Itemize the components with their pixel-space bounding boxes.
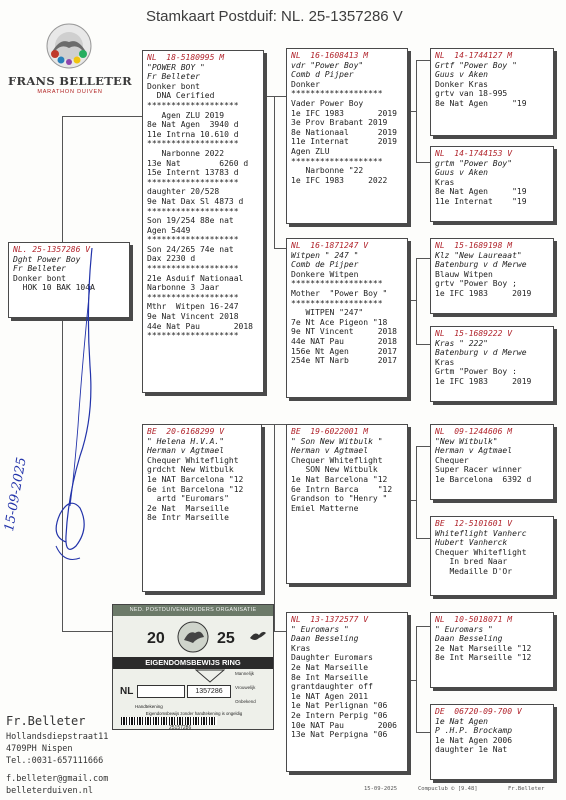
card-line: Fr Belleter [147,72,200,82]
card-line: Agen ZLU [291,146,330,156]
card-line: NL 14-1744127 M [435,51,513,60]
card-line: vdr "Power Boy" [291,60,364,70]
connector [416,258,417,344]
pigeon-card-mother [142,424,262,592]
card-line: 254e NT Narb 2017 [291,356,397,366]
ring-option-unknown: Onbekend [235,699,256,704]
card-line: Donker bont [13,273,66,283]
card-line: Narbonne 2022 [147,148,225,158]
connector [416,258,430,259]
card-line: 1e Nat Agen [435,716,488,726]
card-line: 15e Internt 13783 d [147,168,239,178]
pigeon-card-ggp-5 [430,424,554,500]
connector [408,111,416,112]
card-line: 1e NAT Agen 2011 [291,691,369,701]
card-line: 2e Nat Marseille "12 [435,643,532,653]
connector [274,631,286,632]
ring-year-right: 25 [217,630,235,647]
card-line: NL 09-1244606 M [435,427,513,436]
card-line: Batenburg v d Merwe [435,348,527,358]
card-line: SON New Witbulk [291,465,378,475]
card-line: NL 18-5180995 M [147,53,225,62]
pigeon-card-ggp-1 [430,48,554,136]
card-line: 3e Prov Brabant 2019 [291,118,388,128]
card-line: artd "Euromars" [147,494,229,504]
connector [416,344,430,345]
card-line: Chequer Whiteflight [435,547,527,557]
connector [274,424,275,631]
card-line: 9e Nat Vincent 2018 [147,312,239,322]
card-line: Agen 5449 [147,225,191,235]
card-line: " Son New Witbulk " [291,436,383,446]
card-line: 1e IFC 1983 2019 [435,288,532,298]
card-line: " Euromars " [435,624,493,634]
card-line: 1e Nat Barcelona "12 [291,474,388,484]
card-line: Klz "New Laureaat" [435,250,522,260]
connector [408,500,416,501]
pigeon-card-maternal-grandfather [286,424,408,584]
card-line: 7e Nt Ace Pigeon "18 [291,317,388,327]
pigeon-card-ggp-4 [430,326,554,402]
card-line: 8e Nat Agen 3940 d [147,120,239,130]
connector [416,446,417,538]
pigeon-card-father [142,50,264,393]
ring-year-left: 20 [147,630,165,647]
connector [62,116,142,117]
card-line: Kras " 222" [435,338,488,348]
card-line: grtm "Power Boy" [435,158,513,168]
page-title: Stamkaart Postduif: NL. 25-1357286 V [146,8,403,25]
card-line: WITPEN "247" [291,308,364,318]
barcode [121,717,217,725]
card-line: Son 24/265 74e nat [147,244,234,254]
connector [62,116,63,242]
card-line: Vader Power Boy [291,98,364,108]
pigeon-card-paternal-grandmother [286,238,408,398]
card-line: Batenburg v d Merwe [435,260,527,270]
card-line: 44e NAT Pau 2018 [291,336,397,346]
card-line: 1e IFC 1983 2022 [291,175,388,185]
card-line: Son 19/254 88e nat [147,216,234,226]
card-line: Narbonne 3 Jaar [147,283,220,293]
card-line: Super Racer winner [435,465,522,475]
card-line: 6e int Barcelona "12 [147,484,244,494]
card-line: ******************* [147,206,239,216]
card-line: 2e Intern Perpig "06 [291,710,388,720]
card-line: 8e Int Marseille [291,672,369,682]
ring-certificate [112,604,274,730]
card-line: ******************* [147,331,239,341]
card-line: Comb de Pijper [291,260,359,270]
card-line: 44e Nat Pau 2018 [147,321,253,331]
card-line: grtv "Power Boy ; [435,279,517,289]
card-line: grtv van 18-995 [435,89,508,99]
card-line: BE 12-5101601 V [435,519,513,528]
card-line: Agen ZLU 2019 [147,110,225,120]
card-line: 11e Intrna 10.610 d [147,129,239,139]
pigeon-card-ggp-6 [430,516,554,596]
ring-organisation: NED. POSTDUIVENHOUDERS ORGANISATIE [113,605,273,616]
card-line: grantdaughter off [291,682,373,692]
card-line: Donker Kras [435,79,488,89]
ring-band: EIGENDOMSBEWIJS RING [113,657,273,669]
connector [62,631,112,632]
card-line: "New Witbulk" [435,436,498,446]
card-line: grdcht New Witbulk [147,465,234,475]
card-line: NL. 25-1357286 V [13,245,91,254]
contact-street: Hollandsdiepstraat11 [6,732,109,742]
contact-phone: Tel.:0031-657111666 [6,756,104,766]
pigeon-card-maternal-grandmother [286,612,408,772]
card-line: Daughter Euromars [291,653,373,663]
connector [416,732,430,733]
connector [274,96,275,248]
card-line: Kras [435,177,455,187]
card-line: 11e Internat 2019 [291,137,397,147]
card-line: NL 13-1372577 V [291,615,369,624]
contact-city: 4709PH Nispen [6,744,73,754]
pigeon-card-ggp-2 [430,146,554,222]
ring-triangle-icon [195,669,225,683]
card-line: ******************* [291,156,383,166]
pigeon-card-ggp-8 [430,704,554,780]
card-line: In bred Naar [435,557,508,567]
card-line: BE 19-6022001 M [291,427,369,436]
card-line: ******************* [147,177,239,187]
card-line: NL 15-1689222 V [435,329,513,338]
card-line: Dght Power Boy [13,254,81,264]
card-line: ******************* [147,292,239,302]
card-line: ******************* [291,298,383,308]
card-line: 2e Nat Marseille [291,662,369,672]
card-line: " Euromars " [291,624,349,634]
card-line: ******************* [291,89,383,99]
card-line: ******************* [147,139,239,149]
dove-icon [249,629,267,643]
card-line: Fr Belleter [13,264,66,274]
connector [416,162,430,163]
card-line: 1e IFC 1983 2019 [291,108,397,118]
card-line: Chequer Whiteflight [291,455,383,465]
card-line: Mother "Power Boy " [291,288,388,298]
card-line: 8e Int Marseille "12 [435,653,532,663]
card-line: 1e Barcelona 6392 d [435,474,532,484]
ring-country: NL [120,686,134,697]
connector [416,446,430,447]
card-line: Grtm "Power Boy : [435,367,517,377]
barcode-number: 25157286 [169,725,192,730]
card-line: Chequer Whiteflight [147,455,239,465]
ring-country-box [137,685,185,698]
connector [416,626,430,627]
card-line: Donkere Witpen [291,269,359,279]
card-line: Herman v Agtmael [435,446,513,456]
ring-fine-print: Eigendomsbewijs zonder handtekening is ongeldig [145,711,243,716]
connector [264,96,274,97]
card-line: Daan Besseling [435,634,503,644]
card-line: 9e Nat Dax Sl 4873 d [147,196,244,206]
card-line: 8e Nationaal 2019 [291,127,397,137]
card-line: NL 14-1744153 V [435,149,513,158]
card-line: 2e Nat Marseille [147,503,229,513]
card-line: HOK 10 BAK 104A [13,283,95,293]
card-line: Kras [291,643,311,653]
card-line: Donker bont [147,81,200,91]
card-line: Donker [291,79,320,89]
pigeon-card-ggp-3 [430,238,554,314]
footer-author: Fr.Belleter [508,786,545,792]
signature-date: 15-09-2025 [2,456,30,533]
logo-name: FRANS BELLETER [8,74,132,88]
card-line: 13e Nat Perpigna "06 [291,730,388,740]
card-line: ******************* [147,264,239,274]
card-line: NL 16-1871247 V [291,241,369,250]
connector [416,60,417,162]
ring-option-female: Vrouwelijk [235,685,256,690]
card-line: Grtf "Power Boy " [435,60,517,70]
card-line: 11e Internat "19 [435,196,527,206]
contact-name: Fr.Belleter [6,714,86,728]
card-line: Comb d Pijper [291,70,354,80]
connector [408,680,416,681]
handwritten-signature [20,246,130,576]
pigeon-card-paternal-grandfather [286,48,408,224]
card-line: 9e NT Vincent 2018 [291,327,397,337]
contact-website: belleterduiven.nl [6,786,93,796]
card-line: Narbonne "22 [291,166,364,176]
card-line: Whiteflight Vanherc [435,528,527,538]
card-line: 8e Intr Marseille [147,513,229,523]
card-line: Herman v Agtmael [147,446,225,456]
ring-option-male: Mannelijk [235,671,255,676]
card-line: Grandson to "Henry " [291,494,388,504]
connector [274,248,286,249]
card-line: daughter 1e Nat [435,745,508,755]
connector [416,60,430,61]
card-line: 156e Nt Agen 2017 [291,346,397,356]
card-line: 21e Asduif Nationaal [147,273,244,283]
card-line: Guus v Aken [435,70,488,80]
card-line: daughter 20/528 [147,187,220,197]
card-line: DNA Cerified [147,91,215,101]
card-line: "POWER BOY " [147,62,205,72]
card-line: 8e Nat Agen "19 [435,98,527,108]
connector [416,538,430,539]
contact-email: f.belleter@gmail.com [6,774,109,784]
card-line: Hubert Vanherck [435,538,508,548]
footer-program: Compuclub © [9.48] [418,786,478,792]
card-line: NL 16-1608413 M [291,51,369,60]
pigeon-emblem-icon [175,619,211,655]
card-line: Mthr Witpen 16-247 [147,302,239,312]
pigeon-card-ggp-7 [430,612,554,688]
card-line: P .H.P. Brockamp [435,726,513,736]
card-line: 8e Nat Agen "19 [435,187,527,197]
card-line: Dax 2230 d [147,254,196,264]
card-line: NL 10-5018071 M [435,615,513,624]
card-line: DE 06720-09-700 V [435,707,522,716]
card-line: 1e IFC 1983 2019 [435,376,532,386]
card-line: 6e Intrn Barca "12 [291,484,393,494]
ring-number: 1357286 [187,685,231,698]
logo-subtitle: MARATHON DUIVEN [37,89,103,95]
card-line: ******************* [147,100,239,110]
card-line: 13e Nat 6260 d [147,158,249,168]
card-line: ******************* [147,235,239,245]
card-line: Medaille D'Or [435,566,513,576]
card-line: Chequer [435,455,469,465]
card-line: Emiel Matterne [291,503,359,513]
card-line: Herman v Agtmael [291,446,369,456]
card-line: 1e NAT Barcelona "12 [147,474,244,484]
card-line: Guus v Aken [435,168,488,178]
card-line: BE 20-6168299 V [147,427,225,436]
card-line: 10e NAT Pau 2006 [291,720,397,730]
card-line: 1e Nat Agen 2006 [435,735,513,745]
connector [274,96,286,97]
footer-date: 15-09-2025 [364,786,398,792]
card-line: 1e Nat Perlignan "06 [291,701,388,711]
connector [262,424,274,425]
card-line: ******************* [291,279,383,289]
card-line: " Helena H.V.A." [147,436,225,446]
card-line: Daan Besseling [291,634,359,644]
connector [274,424,286,425]
card-line: NL 15-1689198 M [435,241,513,250]
card-line: Kras [435,357,455,367]
connector [416,626,417,732]
card-line: Blauw Witpen [435,269,493,279]
card-line: Witpen " 247 " [291,250,359,260]
ring-signature-label: Handtekening [135,704,163,709]
connector [408,300,416,301]
